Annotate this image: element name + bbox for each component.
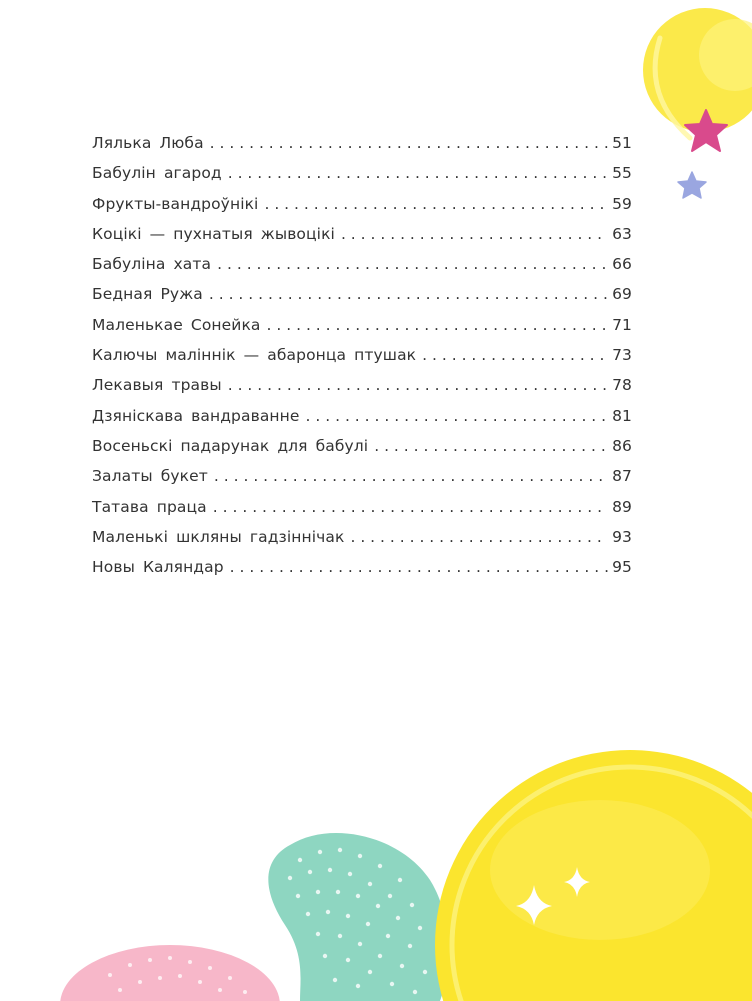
toc-dot-leader bbox=[374, 431, 608, 461]
toc-dot-leader bbox=[230, 552, 608, 582]
toc-entry-page-number: 66 bbox=[612, 255, 632, 274]
sparkle-icon bbox=[564, 867, 590, 897]
toc-entry-page-number: 87 bbox=[612, 467, 632, 486]
toc-dot-leader bbox=[228, 158, 608, 188]
toc-entry-title: Бедная Ружа bbox=[92, 285, 203, 304]
toc-dot-leader bbox=[267, 310, 609, 340]
toc-entry[interactable] bbox=[92, 310, 632, 340]
toc-dot-leader bbox=[306, 401, 609, 431]
toc-dot-leader bbox=[217, 249, 608, 279]
toc-entry[interactable] bbox=[92, 492, 632, 522]
toc-entry[interactable] bbox=[92, 401, 632, 431]
toc-entry-title: Залаты букет bbox=[92, 467, 208, 486]
toc-dot-leader bbox=[228, 370, 608, 400]
toc-entry-title: Дзяніскава вандраванне bbox=[92, 406, 300, 425]
toc-entry-title: Бабулін агарод bbox=[92, 164, 222, 183]
toc-entry[interactable] bbox=[92, 552, 632, 582]
toc-entry-page-number: 93 bbox=[612, 527, 632, 546]
toc-dot-leader bbox=[213, 492, 608, 522]
toc-entry-page-number: 51 bbox=[612, 134, 632, 152]
toc-entry-page-number: 55 bbox=[612, 164, 632, 183]
toc-dot-leader bbox=[341, 219, 608, 249]
toc-entry-title: Новы Каляндар bbox=[92, 558, 224, 577]
toc-entry-page-number: 81 bbox=[612, 406, 632, 425]
toc-entry-page-number: 73 bbox=[612, 346, 632, 365]
toc-dot-leader bbox=[214, 461, 608, 491]
toc-entry-page-number: 89 bbox=[612, 497, 632, 516]
toc-entry-page-number: 78 bbox=[612, 376, 632, 395]
toc-entry-page-number: 95 bbox=[612, 558, 632, 577]
green-blob-shape bbox=[268, 833, 448, 1001]
toc-entry[interactable] bbox=[92, 340, 632, 370]
toc-entry[interactable] bbox=[92, 249, 632, 279]
toc-entry[interactable] bbox=[92, 128, 632, 158]
pink-star-icon bbox=[685, 110, 727, 151]
toc-entry[interactable] bbox=[92, 431, 632, 461]
toc-entry-title: Калючы маліннік — абаронца птушак bbox=[92, 346, 417, 365]
toc-dot-leader bbox=[350, 522, 608, 552]
pink-blob-shape bbox=[60, 945, 280, 1001]
toc-entry-title: Коцікі — пухнатыя жывоцікі bbox=[92, 224, 335, 243]
sun-shape bbox=[435, 750, 752, 1001]
toc-entry-title: Бабуліна хата bbox=[92, 255, 212, 274]
toc-dot-leader bbox=[422, 340, 608, 370]
toc-entry[interactable] bbox=[92, 219, 632, 249]
crescent-moon-icon bbox=[643, 8, 752, 138]
toc-dot-leader bbox=[210, 128, 608, 158]
toc-entry-page-number: 69 bbox=[612, 285, 632, 304]
toc-entry-title: Маленькі шкляны гадзіннічак bbox=[92, 527, 345, 546]
toc-entry-title: Фрукты-вандроўнікі bbox=[92, 194, 259, 213]
toc-entry-title: Маленькае Сонейка bbox=[92, 315, 261, 334]
table-of-contents bbox=[92, 128, 632, 582]
toc-entry-title: Татава праца bbox=[92, 497, 207, 516]
toc-entry-page-number: 63 bbox=[612, 224, 632, 243]
toc-entry-page-number: 86 bbox=[612, 436, 632, 455]
toc-dot-leader bbox=[209, 279, 608, 309]
toc-entry[interactable] bbox=[92, 522, 632, 552]
toc-entry[interactable] bbox=[92, 461, 632, 491]
toc-entry[interactable] bbox=[92, 279, 632, 309]
toc-entry-title: Лялька Люба bbox=[92, 134, 204, 152]
toc-dot-leader bbox=[264, 189, 608, 219]
toc-entry-title: Восеньскі падарунак для бабулі bbox=[92, 436, 369, 455]
lavender-star-icon bbox=[678, 172, 706, 198]
toc-entry[interactable] bbox=[92, 158, 632, 188]
toc-entry[interactable] bbox=[92, 370, 632, 400]
toc-entry-page-number: 59 bbox=[612, 194, 632, 213]
toc-entry[interactable] bbox=[92, 189, 632, 219]
toc-entry-title: Лекавыя травы bbox=[92, 376, 222, 395]
sparkle-icon bbox=[516, 885, 552, 925]
toc-entry-page-number: 71 bbox=[612, 315, 632, 334]
